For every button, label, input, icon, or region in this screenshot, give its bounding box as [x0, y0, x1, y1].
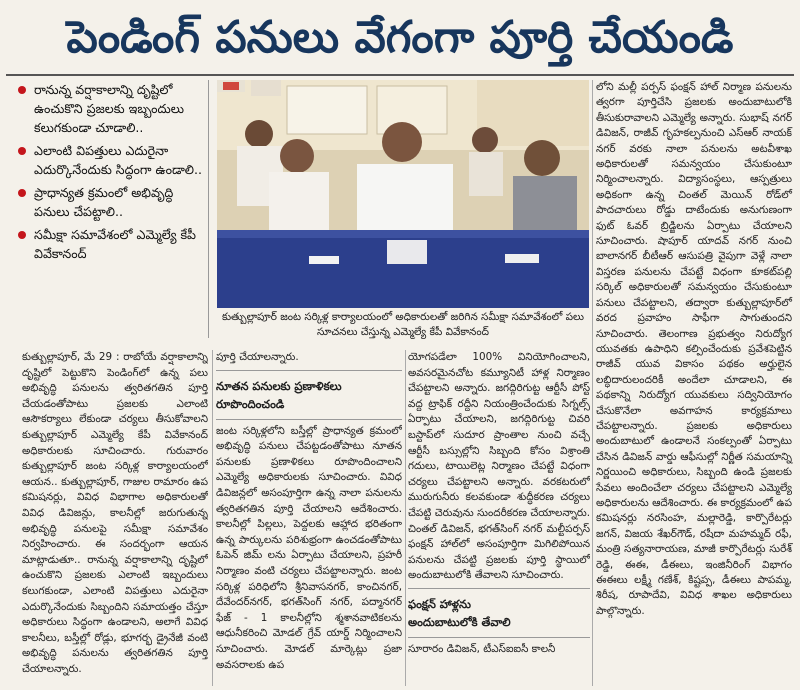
article-column-2 — [216, 350, 402, 688]
section-rule — [408, 588, 590, 589]
article-paragraph: పూర్తి చేయాలన్నారు. — [216, 351, 299, 363]
column-divider — [592, 80, 593, 686]
article-column-3 — [408, 350, 590, 688]
section-subhead: ఫంక్షన్ హాళ్లను — [408, 596, 471, 611]
section-subhead: నూతన పనులకు ప్రణాళికలు రూపొందించండి — [216, 378, 342, 411]
highlight-text: ప్రాధాన్యత క్రమంలో అభివృద్ధి పనులు చేపట్టాలి.. — [34, 185, 174, 219]
highlight-text: రానున్న వర్షాకాలాన్ని దృష్టిలో ఉంచుకొని ప్రజలకు ఇబ్బందులు కలుగకుండా చూడాలి.. — [34, 82, 184, 135]
section-subhead: అందుబాటులోకి తేవాలి — [408, 614, 511, 629]
highlight-text: ఎలాంటి విపత్తులు ఎదురైనా ఎదుర్కొనేందుకు సిద్ధంగా ఉండాలి.. — [34, 143, 203, 177]
bullet-icon — [18, 189, 26, 197]
photo-caption: కుత్బుల్లాపూర్ జంట సర్కిళ్ల కార్యాలయంలో అధికారులతో జరిగిన సమీక్షా సమావేశంలో పలు సూచనలు చేస్తున్న ఎమ్మెల్యే కేపీ వివేకానంద్ — [222, 311, 584, 338]
highlights-box — [14, 80, 209, 338]
article-paragraph: యోగపడేలా 100% వినియోగించాలని, అవసరమైనచోట కమ్యూనిటీ హాళ్ల నిర్మాణం చేపట్టాలని అన్నారు. జగద్గిరిగుట్ట ఆర్టీసీ పోస్ట్ వద్ద ట్రాఫిక్ రద్దీని నియంత్రించేందుకు సిగ్నల్స్ ఏర్పాటు చేయాలని, జగద్గిరిగుట్ట చివరి బస్టాప్‌లో సుదూర ప్రాంతాల నుంచి వచ్చే ఆర్టీసీ బస్సుల్లోని సిబ్బంది కోసం విశ్రాంతి గదులు, టాయిలెట్ల నిర్మాణం చేపట్టే విధంగా చర్యలు చేపట్టాలని అన్నారు. వరకటరులో మురుగునీరు కలవకుండా శుద్ధీకరణ చర్యలు చేపట్టి చెరువును సుందరీకరణ చేయాలన్నారు. చింతల్ డివిజన్, భగత్‌సింగ్ నగర్ మల్టీపర్పస్ ఫంక్షన్ హాల్‌లో అసంపూర్తిగా మిగిలిపోయిన పనులను చేపట్టి ప్రజలకు పూర్తి స్థాయిలో అందుబాటులోకి తేవాలని సూచించారు. — [408, 351, 590, 582]
section-rule — [408, 637, 590, 638]
news-photo — [217, 80, 589, 308]
column-divider — [405, 350, 406, 686]
article-paragraph: జంట సర్కిళ్లలోని బస్తీల్లో ప్రాధాన్యత క్రమంలో అభివృద్ధి పనులు చేపట్టడంతోపాటు నూతన పనులకు ప్రణాళికలు రూపొందించాలని ఎమ్మెల్యే అధికారులకు సూచించారు. వివిధ డివిజన్లలో అసంపూర్తిగా ఉన్న నాలా పనులను త్వరితగతిన పూర్తి చేయాలని ఆదేశించారు. కాలనీల్లో పిల్లలు, పెద్దలకు ఆహ్లాద భరితంగా ఉన్న పార్కులను పరిశుభ్రంగా ఉంచడంతోపాటు ఓపెన్ జిమ్ లను ఏర్పాటు చేయాలని, ప్రహరీ నిర్మాణం వంటి చర్యలు చేపట్టాలన్నారు. జంట సర్కిళ్ల పరిధిలోని శ్రీనివాసనగర్, కాంచినగర్, దేవేందర్‌నగర్, భగత్‌సింగ్ నగర్, పద్మానగర్ ఫేజ్ - 1 కాలనీల్లోని శ్మశానవాటికలను ఆధునీకరించి మోడల్ గ్రేవ్ యార్డ్ నిర్మించాలని సూచించారు. మోడల్ మార్కెట్లు ప్రజా అవసరాలకు ఉప — [216, 424, 402, 671]
highlight-item — [14, 183, 208, 221]
headline-rule — [6, 74, 794, 76]
section-rule — [216, 370, 402, 371]
bullet-icon — [18, 86, 26, 94]
article-paragraph: కుత్బుల్లాపూర్, మే 29 : రాబోయే వర్షాకాలాన్ని దృష్టిలో పెట్టుకొని పెండింగ్‌లో ఉన్న పలు అభివృద్ధి పనులను త్వరితగతిన పూర్తి చేయడంతోపాటు ప్రజలకు ఎలాంటి ఆసౌకర్యాలు లేకుండా చర్యలు తీసుకోవాలని కుత్బుల్లాపూర్ ఎమ్మెల్యే కేపీ వివేకానంద్ అధికారులకు సూచించారు. గురువారం కుత్బుల్లాపూర్ జంట సర్కిళ్ల కార్యాలయంలో ఆయన.. కుత్బుల్లాపూర్, గాజుల రామారం ఉప కమిషనర్లు, వివిధ విభాగాల అధికారులతో వివిధ డివిజన్లు, కాలనీల్లో జరుగుతున్న అభివృద్ధి పనులపై సమీక్షా సమావేశం నిర్వహించారు. ఈ సందర్భంగా ఆయన మాట్లాడుతూ.. రానున్న వర్షాకాలాన్ని దృష్టిలో ఉంచుకొని ప్రజలకు ఎలాంటి ఇబ్బందులు కలుగకుండా, ఎలాంటి విపత్తులు ఎదురైనా ఎదుర్కొనేందుకు సిబ్బందిని సమాయత్తం చేస్తూ అధికారులు సిద్ధంగా ఉండాలని, అలాగే వివిధ కాలనీలు, బస్తీల్లో రోడ్లు, భూగర్భ డ్రైనేజీ వంటి అభివృద్ధి పనులను త్వరితగతిన పూర్తి చేయాలన్నారు. — [22, 351, 208, 675]
highlight-item — [14, 80, 208, 137]
headline: పెండింగ్ పనులు వేగంగా పూర్తి చేయండి — [66, 12, 734, 63]
meeting-photo-illustration — [217, 80, 589, 308]
section-rule — [216, 419, 402, 420]
highlight-text: సమీక్షా సమావేశంలో ఎమ్మెల్యే కేపీ వివేకానంద్ — [34, 227, 196, 261]
column-divider — [212, 350, 213, 686]
bullet-icon — [18, 231, 26, 239]
highlight-item — [14, 141, 208, 179]
highlight-item — [14, 225, 208, 263]
article-paragraph: సూరారం డివిజన్, టీఎస్‌ఐఐసీ కాలనీ — [408, 642, 556, 655]
article-column-1 — [22, 350, 208, 688]
article-column-right: లోని మల్లీ పర్పస్ ఫంక్షన్ హాల్ నిర్మాణ పనులను త్వరగా పూర్తిచేసి ప్రజలకు అందుబాటులోకి తీసుకురావాలని ఎమ్మెల్యే అన్నారు. సుభాష్ నగర్ డివిజన్, రాజీవ్ గృహకల్పనుంచి ఎస్ఆర్ నాయక్ నగర్ వరకు నాలా పనులను అటవీశాఖ అధికారులతో సమన్వయం చేసుకుంటూ నిర్మించాలన్నారు. విద్యాసంస్థలు, ఆస్పత్రులు అధికంగా ఉన్న చింతల్ మెయిన్ రోడ్‌లో పాదచారులు రోడ్డు దాటేందుకు అనుగుణంగా ఫుట్ ఓవర్ బ్రిడ్జిలను ఏర్పాటు చేయాలని సూచించారు. షాపూర్ యాదవ్ నగర్ నుంచి బాలానగర్ బీటీఆర్ ఆసుపత్రి వైపుగా వెళ్లే నాలా విస్తరణ పనులను చేపట్టే విధంగా కూకట్‌పల్లి సర్కిల్ అధికారులతో సమన్వయం చేసుకుంటూ పనులు చేపట్టాలని, తద్వారా కుత్బుల్లాపూర్‌లో వరద ప్రవాహం సాఫీగా సాగుతుందని సూచించారు. తెలంగాణ ప్రభుత్వం నిరుద్యోగ యువతకు ఉపాధిని కల్పించేందుకు ప్రవేశపెట్టిన రాజీవ్ యువ వికాసం పథకం అర్హులైన లబ్ధిదారులందరికీ అందేలా చూడాలని, ఈ పథకాన్ని నిరుద్యోగ యువకులు సద్వినియోగం చేసుకొనేలా అవగాహన కార్యక్రమాలు చేపట్టాలన్నారు. ప్రజలకు అధికారులు అందుబాటులో ఉండాలనే సంకల్పంతో ఏర్పాటు చేసిన డివిజన్ వార్డు ఆఫీసుల్లో నిర్ణీత సమయాన్ని నిర్ణయించి అధికారులు, సిబ్బంది ఉండి ప్రజలకు సేవలు అందించేలా చర్యలు చేపట్టాలని ఎమ్మెల్యే అధికారులను ఆదేశించారు. ఈ కార్యక్రమంలో ఉప కమిషనర్లు నరసింహ, మల్లారెడ్డి, కార్పొరేటర్లు జగన్, విజయ శేఖర్‌గౌడ్, రషీదా మహమ్మద్ రఫీ, మంత్రి సత్యనారాయణ, మాజీ కార్పొరేటర్లు సురేశ్ రెడ్డి, ఈఈ, డీఈలు, ఇంజినీరింగ్ విభాగం ఈఈలు లక్ష్మీ గణేశ్, కిష్టప్ప, డీఈలు పాపమ్మ, శిరీష, రూపాదేవి, వివిధ శాఖల అధికారులు పాల్గొన్నారు. — [596, 81, 792, 617]
bullet-icon — [18, 147, 26, 155]
